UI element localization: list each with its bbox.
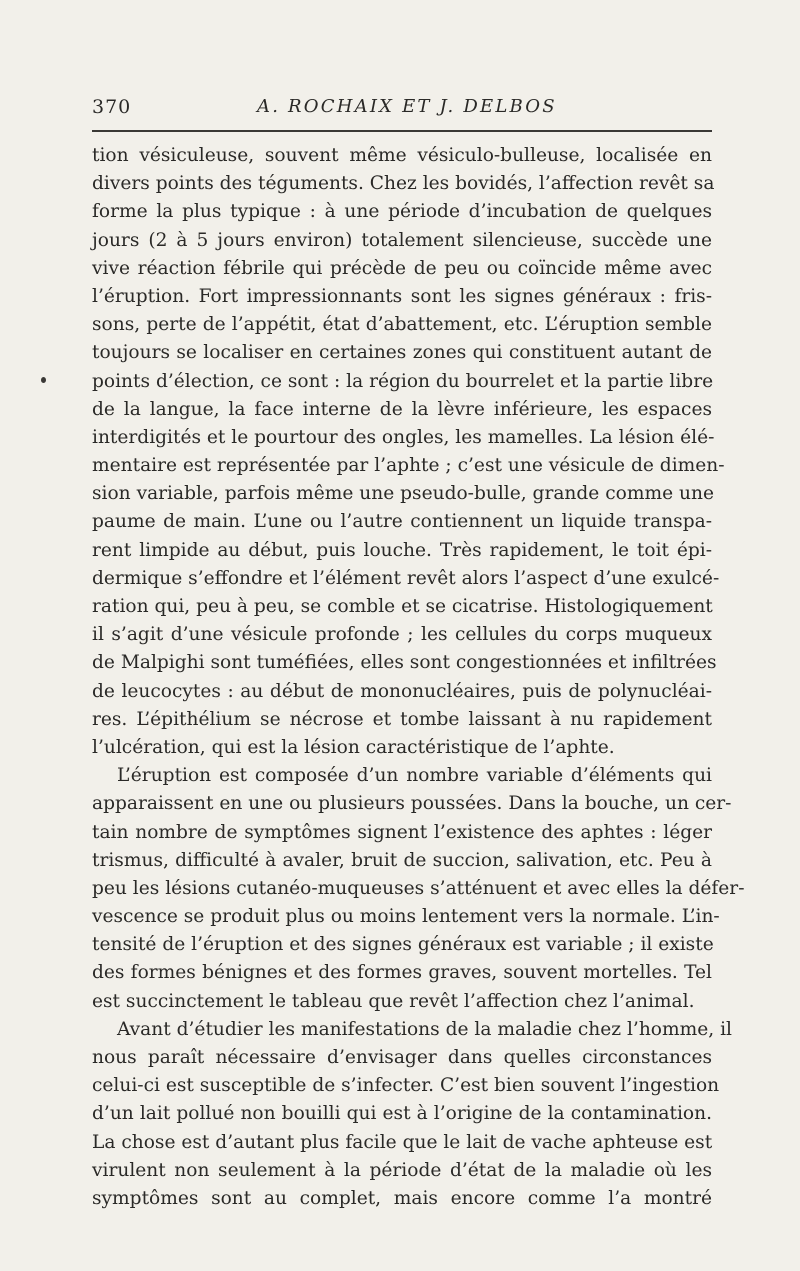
text-line: de leucocytes : au début de mononucléaires, puis de polynucléai- — [92, 680, 712, 702]
text-line: nous paraît nécessaire d’envisager dans quelles circonstances — [92, 1047, 712, 1068]
text-line: vive réaction fébrile qui précède de peu ou coïncide même avec — [92, 257, 712, 279]
text-line: des formes bénignes et des formes graves, souvent mortelles. Tel — [92, 962, 712, 984]
text-line: divers points des téguments. Chez les bovidés, l’affection revêt sa — [92, 173, 715, 195]
text-line: points d’élection, ce sont : la région du bourrelet et la partie libre — [92, 370, 714, 392]
text-line: interdigités et le pourtour des ongles, les mamelles. La lésion élé- — [92, 426, 715, 448]
text-line: tion vésiculeuse, souvent même vésiculo-bulleuse, localisée en — [92, 145, 712, 166]
text-line: de la langue, la face interne de la lèvre inférieure, les espaces — [92, 398, 712, 420]
text-line: tensité de l’éruption et des signes généraux est variable ; il existe — [92, 934, 714, 956]
text-line: vescence se produit plus ou moins lentement vers la normale. L’in- — [92, 906, 720, 928]
text-line: symptômes sont au complet, mais encore comme l’a montré — [92, 1187, 712, 1209]
paragraph-1 — [92, 142, 725, 762]
paragraph-2 — [92, 762, 745, 1016]
text-line: jours (2 à 5 jours environ) totalement silencieuse, succède une — [92, 229, 712, 251]
text-line: il s’agit d’une vésicule profonde ; les cellules du corps muqueux — [92, 624, 712, 646]
page-number: 370 — [92, 96, 132, 118]
text-line: tain nombre de symptômes signent l’existence des aphtes : léger — [92, 821, 712, 843]
text-line: toujours se localiser en certaines zones qui constituent autant de — [92, 342, 712, 364]
text-line: rent limpide au début, puis louche. Très rapidement, le toit épi- — [92, 539, 712, 561]
text-line: La chose est d’autant plus facile que le lait de vache aphteuse est — [92, 1131, 713, 1153]
text-line: l’éruption. Fort impressionnants sont les signes généraux : fris- — [92, 285, 712, 307]
text-line: sons, perte de l’appétit, état d’abattement, etc. L’éruption semble — [92, 314, 712, 336]
text-line: Avant d’étudier les manifestations de la maladie chez l’homme, il — [117, 1018, 732, 1040]
page-header — [92, 96, 712, 126]
text-line: res. L’épithélium se nécrose et tombe laissant à nu rapidement — [92, 708, 712, 730]
text-line: L’éruption est composée d’un nombre variable d’éléments qui — [117, 765, 712, 787]
running-head: A. ROCHAIX ET J. DELBOS — [257, 96, 557, 117]
text-line: paume de main. L’une ou l’autre contiennent un liquide transpa- — [92, 511, 712, 533]
text-line: mentaire est représentée par l’aphte ; c’est une vésicule de dimen- — [92, 455, 725, 477]
text-line: est succinctement le tableau que revêt l’affection chez l’animal. — [92, 990, 695, 1012]
header-rule — [92, 130, 712, 132]
margin-mark — [41, 377, 46, 383]
text-line: trismus, difficulté à avaler, bruit de succion, salivation, etc. Peu à — [92, 849, 712, 871]
text-line: virulent non seulement à la période d’état de la maladie où les — [92, 1159, 712, 1181]
paragraph-3 — [92, 1016, 732, 1213]
text-line: ration qui, peu à peu, se comble et se cicatrise. Histologiquement — [92, 596, 713, 617]
text-line: l’ulcération, qui est la lésion caractéristique de l’aphte. — [92, 736, 615, 758]
text-line: d’un lait pollué non bouilli qui est à l’origine de la contamination. — [92, 1103, 712, 1125]
text-line: dermique s’effondre et l’élément revêt alors l’aspect d’une exulcé- — [92, 567, 720, 589]
text-line: apparaissent en une ou plusieurs poussées. Dans la bouche, un cer- — [92, 793, 732, 815]
body-text — [92, 142, 745, 1213]
text-line: celui-ci est susceptible de s’infecter. C’est bien souvent l’ingestion — [92, 1075, 720, 1097]
text-line: forme la plus typique : à une période d’incubation de quelques — [92, 201, 712, 223]
text-line: peu les lésions cutanéo-muqueuses s’atténuent et avec elles la défer- — [92, 877, 745, 899]
text-line: de Malpighi sont tuméfiées, elles sont congestionnées et infiltrées — [92, 652, 717, 674]
text-line: sion variable, parfois même une pseudo-bulle, grande comme une — [92, 483, 714, 505]
